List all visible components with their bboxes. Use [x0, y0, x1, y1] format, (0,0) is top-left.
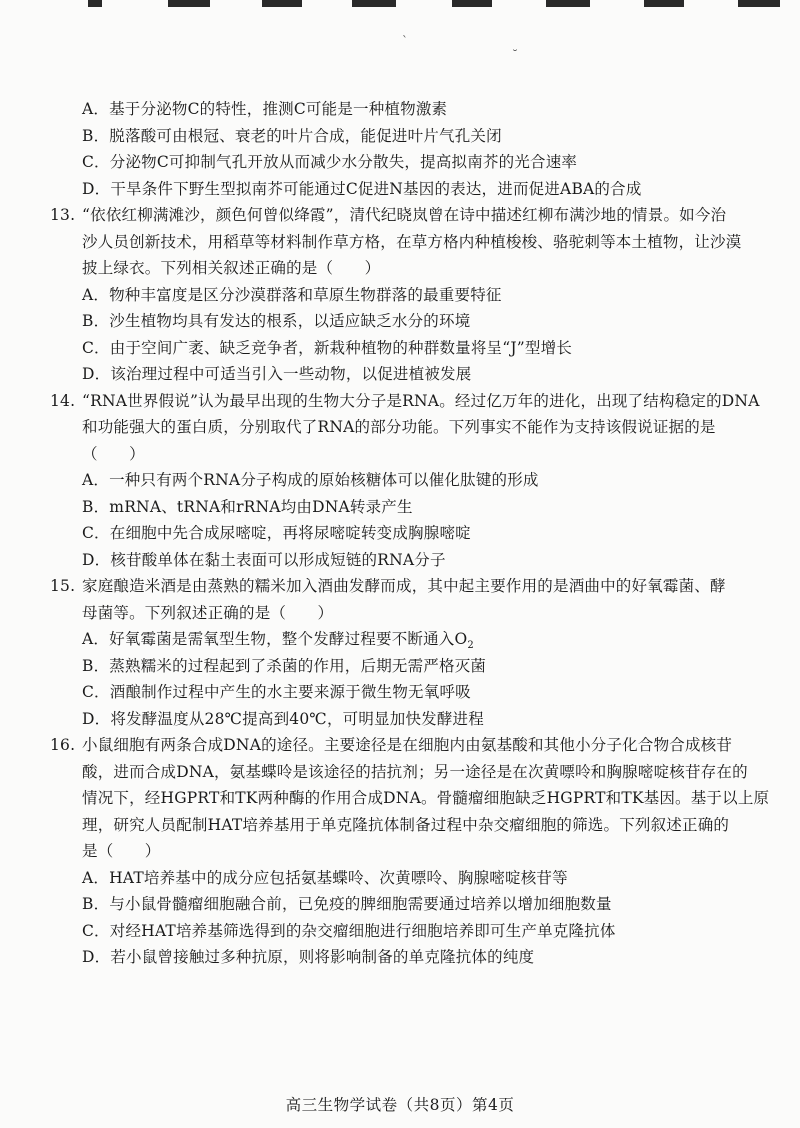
- oxygen-subscript: 2: [467, 640, 474, 652]
- q14-stem-line-2: 和功能强大的蛋白质，分别取代了RNA的部分功能。下列事实不能作为支持该假说证据的是: [82, 418, 716, 436]
- question-13: [50, 202, 770, 388]
- question-14: [50, 388, 770, 574]
- q13-option-d: D．该治理过程中可适当引入一些动物，以促进植被发展: [82, 365, 472, 383]
- q12-options: [50, 96, 770, 202]
- q12-option-c: C．分泌物C可抑制气孔开放从而减少水分散失，提高拟南芥的光合速率: [82, 153, 578, 171]
- scan-speck: `: [402, 34, 408, 48]
- q16-stem-line-1: 16. 小鼠细胞有两条合成DNA的途径。主要途径是在细胞内由氨基酸和其他小分子化合物合成核苷: [50, 732, 770, 759]
- q15-option-c: C．酒酿制作过程中产生的水主要来源于微生物无氧呼吸: [82, 683, 471, 701]
- q15-option-d: D．将发酵温度从28℃提高到40℃，可明显加快发酵进程: [82, 709, 484, 728]
- q14-option-d: D．核苷酸单体在黏土表面可以形成短链的RNA分子: [82, 550, 446, 569]
- q14-option-b: B．mRNA、tRNA和rRNA均由DNA转录产生: [82, 497, 413, 516]
- q16-option-d: D．若小鼠曾接触过多种抗原，则将影响制备的单克隆抗体的纯度: [82, 948, 535, 966]
- scan-top-edge: [0, 0, 800, 8]
- q13-option-b: B．沙生植物均具有发达的根系，以适应缺乏水分的环境: [82, 312, 471, 330]
- question-15: [50, 573, 770, 732]
- q16-number: 16.: [50, 736, 76, 754]
- q12-option-a: A．基于分泌物C的特性，推测C可能是一种植物激素: [82, 100, 448, 118]
- q16-stem-line-2: 酸，进而合成DNA，氨基蝶呤是该途径的拮抗剂；另一途径是在次黄嘌呤和胸腺嘧啶核苷存在的: [82, 762, 748, 781]
- q15-stem-line-2: 母菌等。下列叙述正确的是（ ）: [82, 603, 334, 622]
- page-footer: 高三生物学试卷（共8页）第4页: [285, 1096, 515, 1114]
- q14-option-c: C．在细胞中先合成尿嘧啶，再将尿嘧啶转变成胸腺嘧啶: [82, 524, 471, 542]
- q16-option-b: B．与小鼠骨髓瘤细胞融合前，已免疫的脾细胞需要通过培养以增加细胞数量: [82, 895, 612, 913]
- q14-number: 14.: [50, 391, 76, 410]
- q13-stem-line-1: 13. “依依红柳满滩沙，颜色何曾似绛霞”，清代纪晓岚曾在诗中描述红柳布满沙地的情景。如今治: [50, 202, 770, 229]
- q16-option-c: C．对经HAT培养基筛选得到的杂交瘤细胞进行细胞培养即可生产单克隆抗体: [82, 921, 616, 940]
- q16-stem-line-5: 是（ ）: [82, 842, 161, 860]
- q14-stem-line-3: （ ）: [82, 444, 145, 463]
- q13-number: 13.: [50, 206, 76, 224]
- question-content: [50, 96, 770, 971]
- question-16: [50, 732, 770, 971]
- q16-stem-line-3: 情况下，经HGPRT和TK两种酶的作用合成DNA。骨髓瘤细胞缺乏HGPRT和TK基因。基于以上原: [82, 789, 770, 807]
- q13-option-a: A．物种丰富度是区分沙漠群落和草原生物群落的最重要特征: [82, 285, 502, 304]
- scan-speck: ˘: [512, 48, 518, 62]
- q15-number: 15.: [50, 577, 76, 595]
- q13-stem-line-2: 沙人员创新技术，用稻草等材料制作草方格，在草方格内种植梭梭、骆驼刺等本土植物，让沙漠: [82, 232, 742, 251]
- q13-stem-line-3: 披上绿衣。下列相关叙述正确的是（ ）: [82, 259, 381, 277]
- q15-stem-line-1: 15. 家庭酿造米酒是由蒸熟的糯米加入酒曲发酵而成，其中起主要作用的是酒曲中的好氧霉菌、酵: [50, 573, 770, 600]
- q15-option-a: A．好氧霉菌是需氧型生物，整个发酵过程要不断通入$O_2$: [82, 630, 474, 652]
- q16-stem-line-4: 理，研究人员配制HAT培养基用于单克隆抗体制备过程中杂交瘤细胞的筛选。下列叙述正确的: [82, 815, 730, 834]
- q12-option-d: D．干旱条件下野生型拟南芥可能通过C促进N基因的表达，进而促进ABA的合成: [82, 179, 642, 198]
- q13-option-c: C．由于空间广袤、缺乏竞争者，新栽种植物的种群数量将呈“J”型增长: [82, 338, 573, 357]
- q12-option-b: B．脱落酸可由根冠、衰老的叶片合成，能促进叶片气孔关闭: [82, 126, 502, 145]
- q14-stem-line-1: 14. “RNA世界假说”认为最早出现的生物大分子是RNA。经过亿万年的进化，出现了结构稳定的DNA: [50, 388, 770, 415]
- q16-option-a: A．HAT培养基中的成分应包括氨基蝶呤、次黄嘌呤、胸腺嘧啶核苷等: [82, 868, 568, 887]
- q15-option-b: B．蒸熟糯米的过程起到了杀菌的作用，后期无需严格灭菌: [82, 656, 487, 675]
- q14-option-a: A．一种只有两个RNA分子构成的原始核糖体可以催化肽键的形成: [82, 471, 539, 489]
